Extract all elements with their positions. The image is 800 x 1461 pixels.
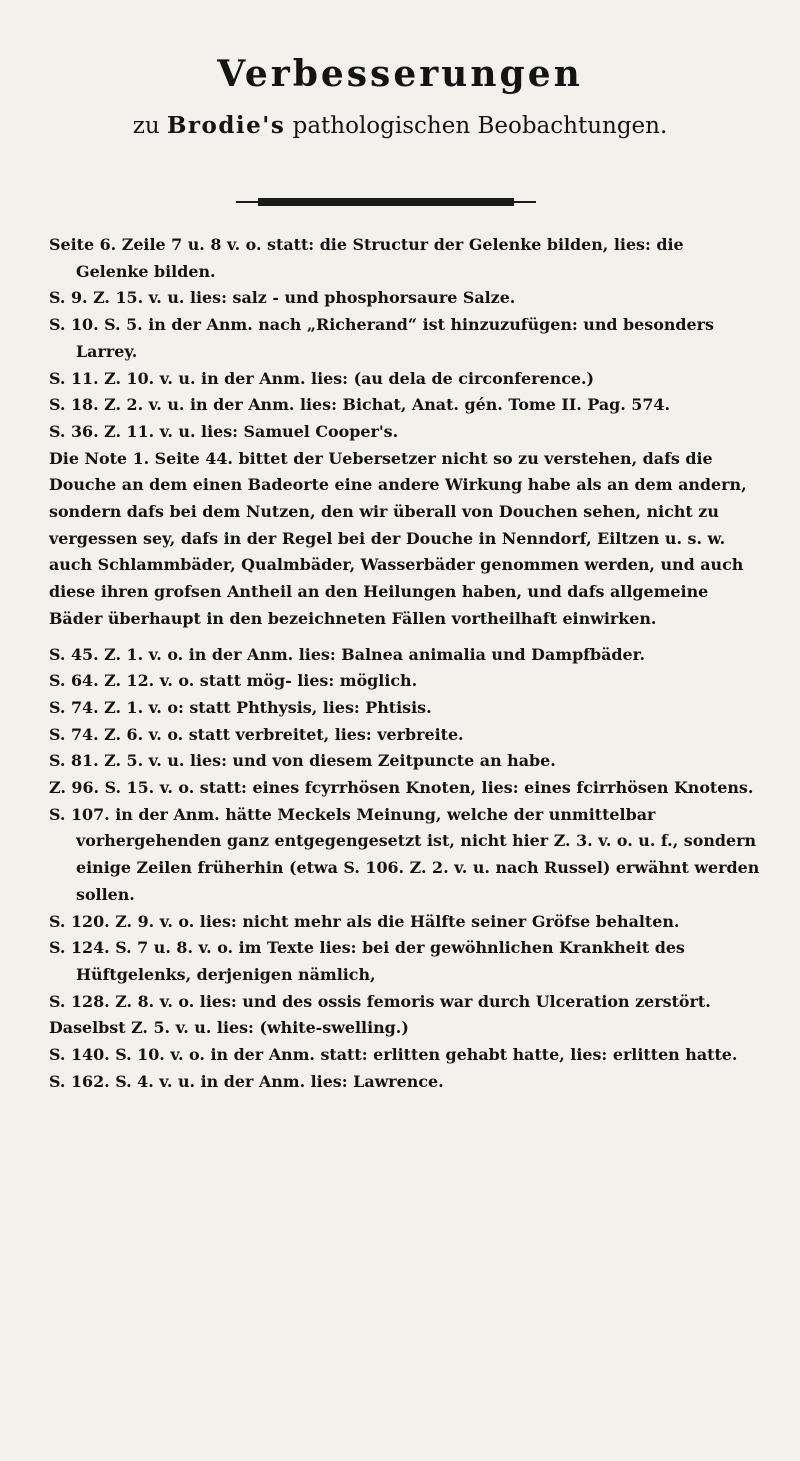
correction-entry: S. 124. S. 7 u. 8. v. o. im Texte lies: bei der gewöhnlichen Krankheit des Hüftgelenks, derjenigen nämlich, bbox=[49, 938, 685, 984]
page-subtitle bbox=[0, 112, 800, 141]
correction-entry: Z. 96. S. 15. v. o. statt: eines fcyrrhösen Knoten, lies: eines fcirrhösen Knotens. bbox=[49, 778, 754, 798]
subtitle-prefix: zu bbox=[132, 113, 167, 139]
correction-entry: S. 162. S. 4. v. u. in der Anm. lies: Lawrence. bbox=[49, 1071, 444, 1091]
correction-entry: S. 120. Z. 9. v. o. lies: nicht mehr als die Hälfte seiner Gröfse behalten. bbox=[49, 911, 680, 931]
correction-entry: S. 74. Z. 6. v. o. statt verbreitet, lies: verbreite. bbox=[49, 724, 464, 744]
correction-entry: S. 64. Z. 12. v. o. statt mög- lies: möglich. bbox=[49, 671, 418, 691]
correction-entry: S. 107. in der Anm. hätte Meckels Meinung, welche der unmittelbar vorhergehenden ganz entgegengesetzt ist, nicht hier Z. 3. v. o. u. f., sondern einige Zeilen früherhin (etwa S. 106. Z. 2. v. u. nach Russel) erwähnt werden sollen. bbox=[49, 804, 760, 904]
correction-entry: Seite 6. Zeile 7 u. 8 v. o. statt: die Structur der Gelenke bilden, lies: die Gelenke bilden. bbox=[49, 235, 684, 281]
page-title: Verbesserungen bbox=[217, 53, 583, 95]
correction-entry: S. 18. Z. 2. v. u. in der Anm. lies: Bichat, Anat. gén. Tome II. Pag. 574. bbox=[49, 395, 671, 415]
correction-entry: S. 45. Z. 1. v. o. in der Anm. lies: Balnea animalia und Dampfbäder. bbox=[49, 644, 646, 664]
correction-entry: S. 140. S. 10. v. o. in der Anm. statt: erlitten gehabt hatte, lies: erlitten hatte. bbox=[49, 1045, 738, 1065]
corrections-list bbox=[49, 232, 761, 1096]
translator-note: Die Note 1. Seite 44. bittet der Uebersetzer nicht so zu verstehen, dafs die Douche an dem einen Badeorte eine andere Wirkung habe als an dem andern, sondern dafs bei dem Nutzen, den wir überall von Douchen sehen, nicht zu vergessen sey, dafs in der Regel bei der Douche in Nenndorf, Eiltzen u. s. w. auch Schlammbäder, Qualmbäder, Wasserbäder genommen werden, und auch diese ihren grofsen Antheil an den Heilungen haben, und dafs allgemeine Bäder überhaupt in den bezeichneten Fällen vortheilhaft einwirken. bbox=[49, 448, 747, 628]
correction-entry: S. 81. Z. 5. v. u. lies: und von diesem Zeitpuncte an habe. bbox=[49, 751, 556, 771]
correction-entry: S. 9. Z. 15. v. u. lies: salz - und phosphorsaure Salze. bbox=[49, 288, 516, 308]
correction-entry: S. 128. Z. 8. v. o. lies: und des ossis femoris war durch Ulceration zerstört. bbox=[49, 991, 711, 1011]
correction-entry: S. 11. Z. 10. v. u. in der Anm. lies: (au dela de circonference.) bbox=[49, 368, 595, 388]
correction-entry: Daselbst Z. 5. v. u. lies: (white-swelling.) bbox=[49, 1018, 409, 1038]
correction-entry: S. 10. S. 5. in der Anm. nach „Richerand“ ist hinzuzufügen: und besonders Larrey. bbox=[49, 315, 714, 361]
correction-entry: S. 74. Z. 1. v. o: statt Phthysis, lies: Phtisis. bbox=[49, 697, 432, 717]
subtitle-author: Brodie's bbox=[166, 112, 286, 139]
decorative-rule bbox=[258, 198, 514, 206]
correction-entry: S. 36. Z. 11. v. u. lies: Samuel Cooper's. bbox=[49, 421, 399, 441]
subtitle-suffix: pathologischen Beobachtungen. bbox=[285, 113, 668, 139]
